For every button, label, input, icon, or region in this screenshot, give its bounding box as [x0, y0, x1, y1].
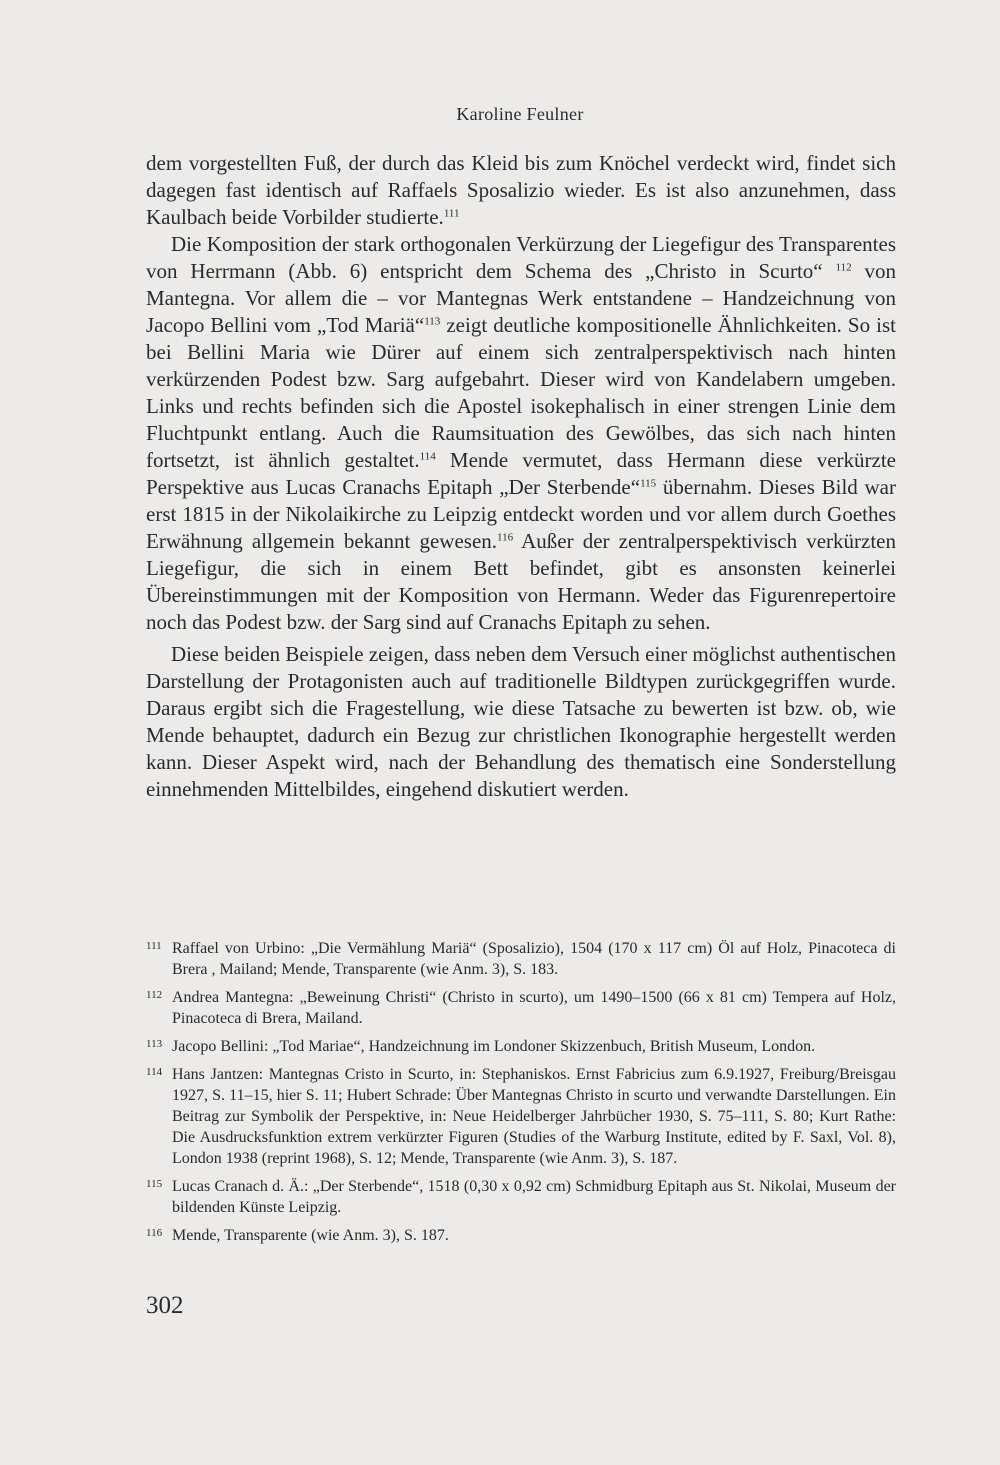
- footnote-ref: 111: [443, 207, 460, 220]
- paragraph-text: von Mantegna. Vor allem die – vor Mantegnas Werk entstandene – Handzeichnung von Jacopo Bellini vom „Tod Mariä“: [146, 259, 896, 337]
- footnote-number: 115: [146, 1178, 163, 1190]
- body-text: [146, 150, 896, 803]
- footnote-text: Andrea Mantegna: „Beweinung Christi“ (Christo in scurto), um 1490–1500 (66 x 81 cm) Tempera auf Holz, Pinacoteca di Brera, Mailand.: [172, 989, 896, 1027]
- footnote: [146, 938, 896, 980]
- footnote-text: Raffael von Urbino: „Die Vermählung Mariä“ (Sposalizio), 1504 (170 x 117 cm) Öl auf Holz, Pinacoteca di Brera , Mailand; Mende, Transparente (wie Anm. 3), S. 183.: [172, 940, 896, 978]
- footnote-number: 112: [146, 989, 163, 1001]
- footnote: [146, 1225, 896, 1246]
- paragraph-text: zeigt deutliche kompositionelle Ähnlichkeiten. So ist bei Bellini Maria wie Dürer auf einem sich zentralperspektivisch nach hinten verkürzenden Podest bzw. Sarg aufgebahrt. Dieser wird von Kandelabern umgeben. Links und rechts befinden sich die Apostel isokephalisch in einer strengen Linie dem Fluchtpunkt entlang. Auch die Raumsituation des Gewölbes, das sich nach hinten fortsetzt, ist ähnlich gestaltet.: [146, 313, 896, 472]
- footnote-ref: 112: [835, 261, 852, 274]
- footnote: [146, 1036, 896, 1057]
- page-number: 302: [146, 1292, 184, 1319]
- footnote-text: Jacopo Bellini: „Tod Mariae“, Handzeichnung im Londoner Skizzenbuch, British Museum, London.: [172, 1038, 816, 1055]
- footnote-ref: 114: [419, 450, 436, 463]
- footnote-ref: 113: [424, 315, 441, 328]
- paragraph-text: dem vorgestellten Fuß, der durch das Kleid bis zum Knöchel verdeckt wird, findet sich dagegen fast identisch auf Raffaels Sposalizio wieder. Es ist also anzunehmen, dass Kaulbach beide Vorbilder studierte.: [146, 151, 896, 229]
- footnote-number: 116: [146, 1227, 163, 1239]
- footnote-number: 111: [146, 940, 162, 952]
- footnote-number: 114: [146, 1066, 163, 1078]
- footnote-ref: 115: [640, 477, 657, 490]
- paragraph-3: [146, 641, 896, 803]
- paragraph-text: Die Komposition der stark orthogonalen Verkürzung der Liegefigur des Transparentes von Herrmann (Abb. 6) entspricht dem Schema des „Christo in Scurto“: [146, 232, 896, 283]
- running-header: Karoline Feulner: [456, 104, 584, 124]
- footnote-ref: 116: [497, 531, 514, 544]
- footnote-text: Mende, Transparente (wie Anm. 3), S. 187.: [172, 1227, 449, 1244]
- footnote-text: Hans Jantzen: Mantegnas Cristo in Scurto, in: Stephaniskos. Ernst Fabricius zum 6.9.1927, Freiburg/Breisgau 1927, S. 11–15, hier S. 11; Hubert Schrade: Über Mantegnas Christo in scurto und verwandte Darstellungen. Ein Beitrag zur Symbolik der Perspektive, in: Neue Heidelberger Jahrbücher 1930, S. 75–111, S. 80; Kurt Rathe: Die Ausdrucksfunktion extrem verkürzter Figuren (Studies of the Warburg Institute, edited by F. Saxl, Vol. 8), London 1938 (reprint 1968), S. 12; Mende, Transparente (wie Anm. 3), S. 187.: [172, 1066, 896, 1167]
- paragraph-text: Außer der zentralperspektivisch verkürzten Liegefigur, die sich in einem Bett befindet, gibt es ansonsten keinerlei Übereinstimmungen mit der Komposition von Hermann. Weder das Figurenrepertoire noch das Podest bzw. der Sarg sind auf Cranachs Epitaph zu sehen.: [146, 529, 896, 634]
- footnote-number: 113: [146, 1038, 163, 1050]
- footnote: [146, 987, 896, 1029]
- paragraph-1: [146, 150, 896, 231]
- paragraph-text: übernahm. Dieses Bild war erst 1815 in der Nikolaikirche zu Leipzig entdeckt worden und vor allem durch Goethes Erwähnung allgemein bekannt gewesen.: [146, 475, 896, 553]
- paragraph-text: Mende vermutet, dass Hermann diese verkürzte Perspektive aus Lucas Cranachs Epitaph „Der Sterbende“: [146, 448, 896, 499]
- paragraph-text: Diese beiden Beispiele zeigen, dass neben dem Versuch einer möglichst authentischen Darstellung der Protagonisten auch auf traditionelle Bildtypen zurückgegriffen wurde. Daraus ergibt sich die Fragestellung, wie diese Tatsache zu bewerten ist bzw. ob, wie Mende behauptet, dadurch ein Bezug zur christlichen Ikonographie hergestellt werden kann. Dieser Aspekt wird, nach der Behandlung des thematisch eine Sonderstellung einnehmenden Mittelbildes, eingehend diskutiert werden.: [146, 642, 896, 801]
- paragraph-2: [146, 231, 896, 636]
- footnote: [146, 1176, 896, 1218]
- footnotes: [146, 938, 896, 1253]
- footnote-text: Lucas Cranach d. Ä.: „Der Sterbende“, 1518 (0,30 x 0,92 cm) Schmidburg Epitaph aus St. Nikolai, Museum der bildenden Künste Leipzig.: [172, 1178, 896, 1216]
- footnote: [146, 1064, 896, 1169]
